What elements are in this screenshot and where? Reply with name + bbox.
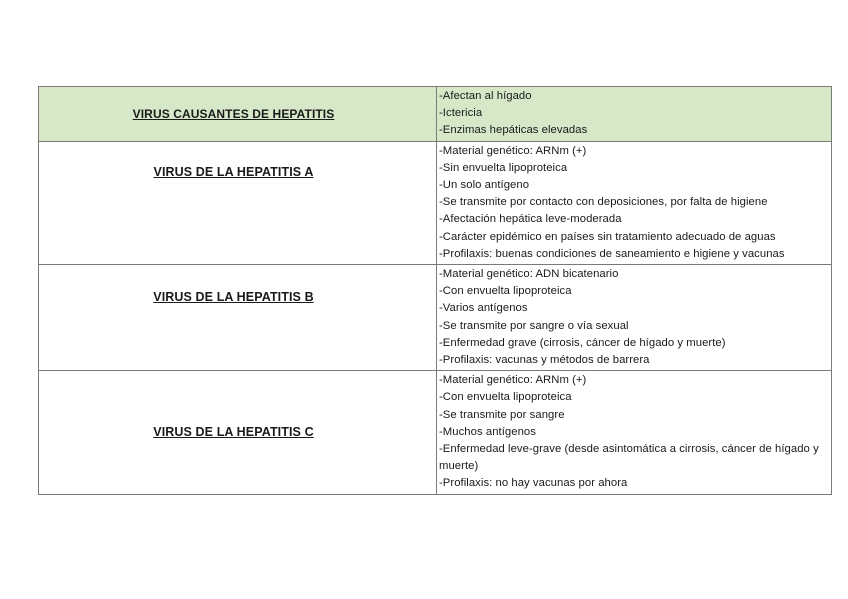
- list-item: -Se transmite por sangre o vía sexual: [439, 319, 629, 332]
- list-item: -Se transmite por sangre: [439, 408, 565, 421]
- list-item: -Afectan al hígado: [439, 90, 532, 102]
- title-cell: [39, 265, 437, 371]
- list-item: -Enzimas hepáticas elevadas: [439, 124, 588, 137]
- list-item: -Sin envuelta lipoproteica: [439, 161, 568, 174]
- title-cell: [39, 87, 437, 142]
- list-item: -Un solo antígeno: [439, 179, 530, 192]
- list-item: -Con envuelta lipoproteica: [439, 285, 572, 298]
- list-item: -Profilaxis: buenas condiciones de saneamiento e higiene y vacunas: [439, 247, 785, 260]
- hepatitis-c-title: VIRUS DE LA HEPATITIS C: [153, 425, 314, 440]
- list-item: -Profilaxis: no hay vacunas por ahora: [439, 477, 628, 490]
- description-cell: [437, 371, 832, 494]
- list-item: -Ictericia: [439, 107, 483, 120]
- list-item: -Con envuelta lipoproteica: [439, 391, 572, 404]
- list-item: -Profilaxis: vacunas y métodos de barrera: [439, 354, 650, 367]
- description-list: [437, 87, 831, 141]
- table-row-hepatitis-a: [39, 141, 832, 264]
- virus-group-title: VIRUS CAUSANTES DE HEPATITIS: [132, 106, 335, 121]
- table-row-hepatitis-b: [39, 265, 832, 371]
- hepatitis-table: [38, 86, 832, 495]
- description-list: [437, 142, 831, 264]
- list-item: -Material genético: ADN bicatenario: [439, 268, 619, 281]
- list-item: -Material genético: ARNm (+): [439, 374, 587, 387]
- title-cell: [39, 371, 437, 494]
- description-cell: [437, 87, 832, 142]
- description-list: [437, 265, 831, 370]
- hepatitis-a-title: VIRUS DE LA HEPATITIS A: [153, 164, 314, 179]
- description-list: [437, 371, 831, 493]
- description-cell: [437, 265, 832, 371]
- list-item: -Se transmite por contacto con deposiciones, por falta de higiene: [439, 196, 768, 209]
- table-row-hepatitis-c: [39, 371, 832, 494]
- hepatitis-b-title: VIRUS DE LA HEPATITIS B: [153, 289, 314, 304]
- title-cell: [39, 141, 437, 264]
- list-item: -Material genético: ARNm (+): [439, 144, 587, 157]
- list-item: -Enfermedad grave (cirrosis, cáncer de hígado y muerte): [439, 336, 726, 349]
- list-item: -Afectación hepática leve-moderada: [439, 213, 622, 226]
- list-item: -Carácter epidémico en países sin tratamiento adecuado de aguas: [439, 230, 776, 243]
- list-item: -Enfermedad leve-grave (desde asintomática a cirrosis, cáncer de hígado y muerte): [439, 443, 819, 473]
- table-row-header: [39, 87, 832, 142]
- list-item: -Muchos antígenos: [439, 425, 536, 438]
- description-cell: [437, 141, 832, 264]
- list-item: -Varios antígenos: [439, 302, 528, 315]
